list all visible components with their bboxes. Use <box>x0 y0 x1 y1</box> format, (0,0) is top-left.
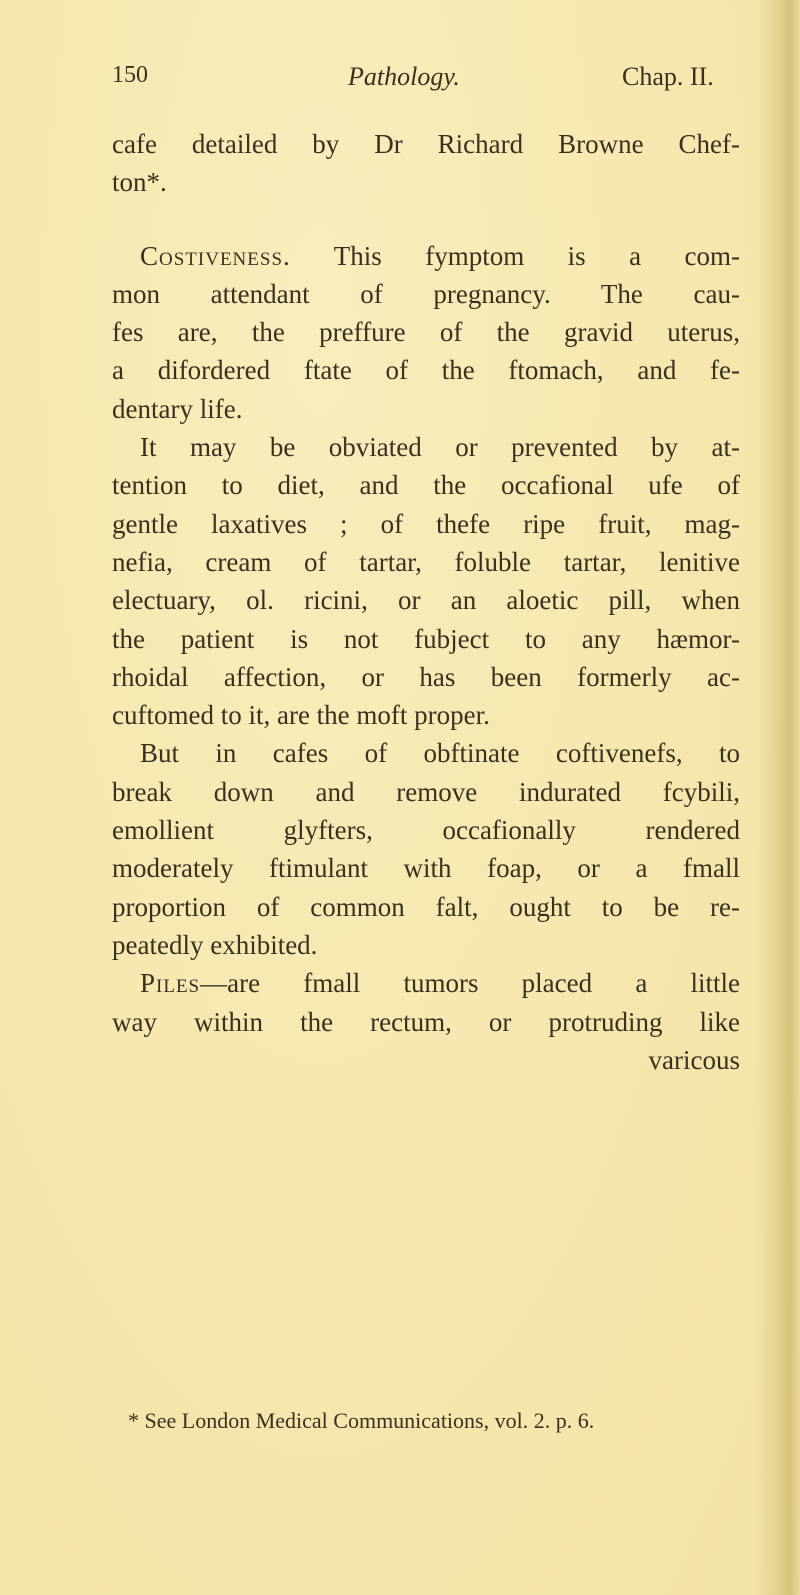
page-header <box>112 62 752 102</box>
text-line <box>112 237 740 275</box>
text-line: cuftomed to it, are the moft proper. <box>112 700 490 731</box>
text-line: break down and remove indurated fcybili, <box>112 776 740 807</box>
text-span: This fymptom is a com- <box>333 240 741 271</box>
text-line: tention to diet, and the occafional ufe of <box>112 470 740 501</box>
text-line: mon attendant of pregnancy. The cau- <box>112 278 740 309</box>
text-line: peatedly exhibited. <box>112 929 318 960</box>
body-text <box>112 125 740 1079</box>
paragraph-treatment <box>112 428 740 734</box>
text-line: emollient glyfters, occafionally rendered <box>112 815 740 846</box>
text-line: moderately ftimulant with foap, or a fmall <box>112 853 740 884</box>
page-number: 150 <box>112 62 148 88</box>
paragraph-obstinate <box>112 734 740 964</box>
text-line: rhoidal affection, or has been formerly ac- <box>112 661 740 692</box>
chapter-label: Chap. II. <box>622 62 714 91</box>
paragraph-piles <box>112 964 740 1079</box>
text-line: dentary life. <box>112 393 243 424</box>
text-line: way within the rectum, or protruding like <box>112 1006 740 1037</box>
footnote <box>128 1408 748 1434</box>
text-line: It may be obviated or prevented by at- <box>140 432 740 463</box>
section-heading-piles: Piles <box>140 968 201 999</box>
catchword: varicous <box>648 1044 740 1075</box>
text-line: But in cafes of obftinate coftivenefs, to <box>140 738 740 769</box>
footnote-text: See London Medical Communications, vol. 2. p. 6. <box>144 1408 595 1433</box>
paragraph-gap <box>112 202 740 237</box>
paragraph-costiveness <box>112 237 740 428</box>
text-line: proportion of common falt, ought to be re- <box>112 891 740 922</box>
footnote-marker: * <box>128 1408 139 1433</box>
text-line <box>112 964 740 1002</box>
section-heading-costiveness: Costiveness. <box>140 240 291 271</box>
paragraph-continuation <box>112 125 740 202</box>
text-line: the patient is not fubject to any hæmor- <box>112 623 740 654</box>
text-line: nefia, cream of tartar, foluble tartar, lenitive <box>112 546 740 577</box>
text-span: —are fmall tumors placed a little <box>200 968 740 999</box>
running-title: Pathology. <box>348 62 460 91</box>
text-line: fes are, the preffure of the gravid uterus, <box>112 317 740 348</box>
text-line: a difordered ftate of the ftomach, and fe- <box>112 355 740 386</box>
text-line: electuary, ol. ricini, or an aloetic pill, when <box>112 585 740 616</box>
text-line: gentle laxatives ; of thefe ripe fruit, mag- <box>112 508 740 539</box>
text-line: cafe detailed by Dr Richard Browne Chef- <box>112 129 740 159</box>
text-line: ton*. <box>112 167 167 198</box>
